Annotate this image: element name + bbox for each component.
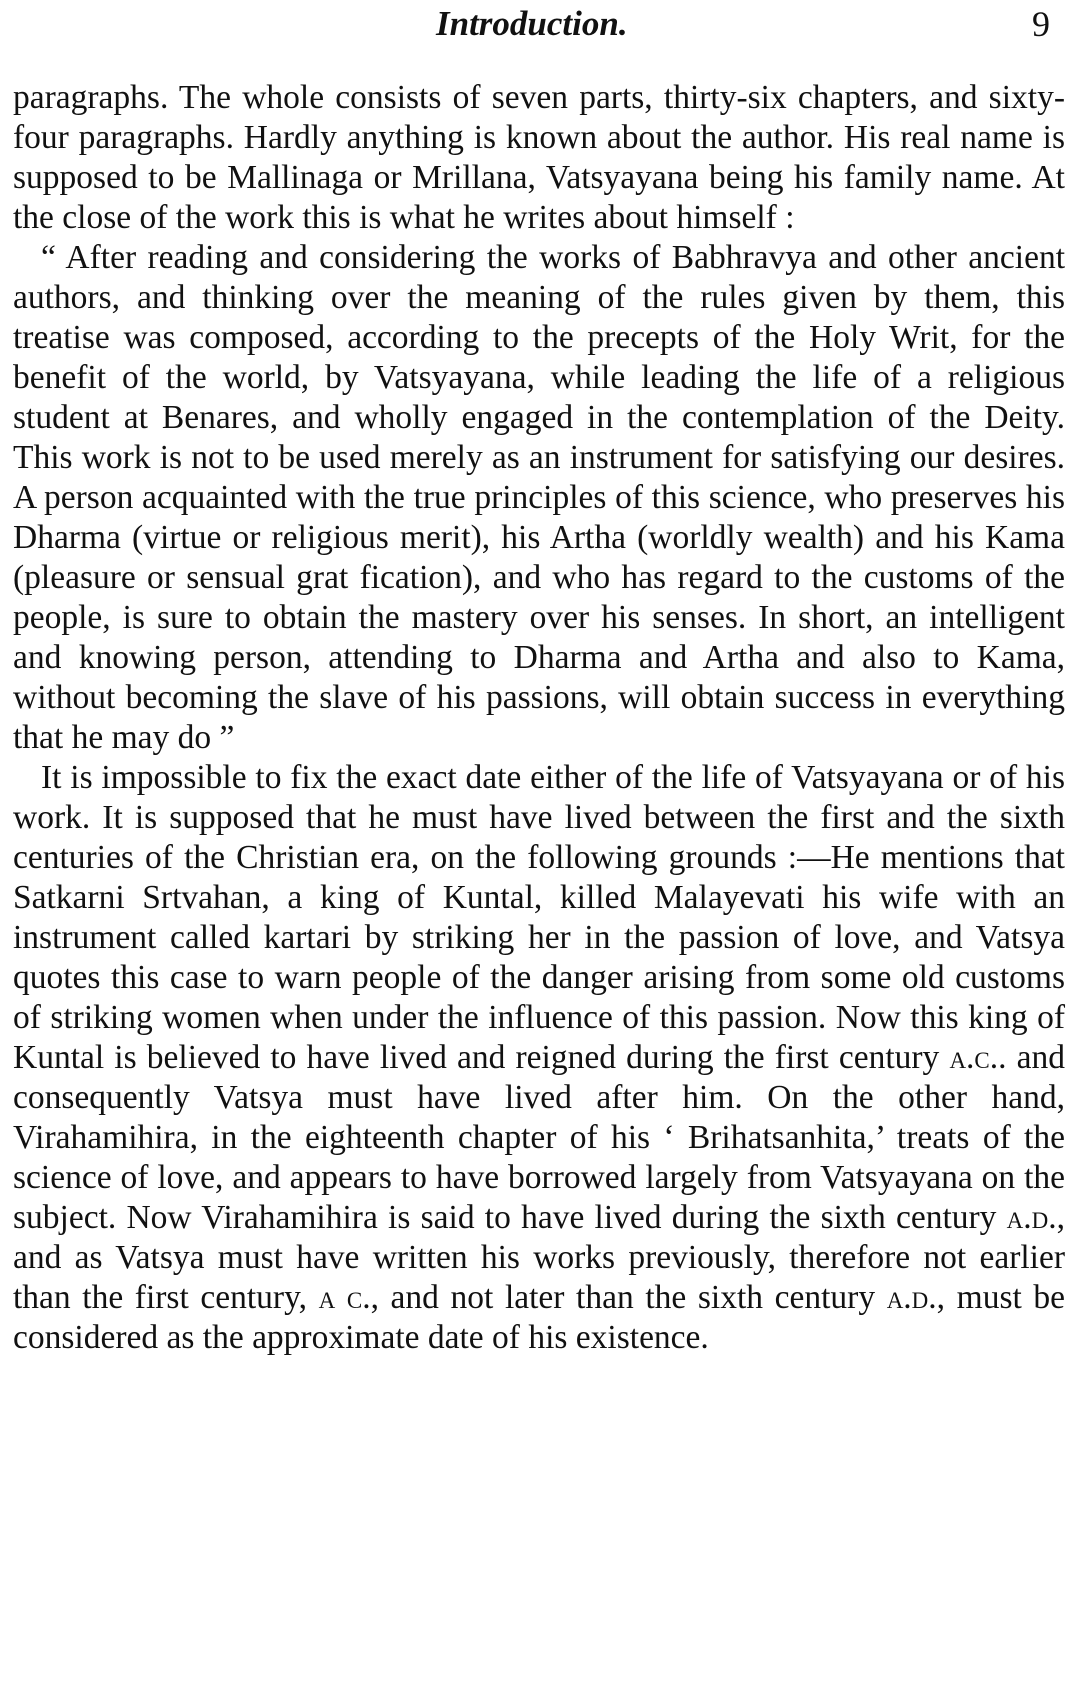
paragraph-continued: paragraphs. The whole consists of seven parts, thirty-six chapters, and sixty-four paragraphs. Hardly anything is known about the author. His real name is supposed to be Mallinaga or Mrillana, Vatsyayana being his family name. At the close of the work this is what he writes about himself : — [13, 79, 1065, 236]
paragraph-quotation: “ After reading and considering the works of Babhravya and other ancient authors, and thinking over the meaning of the rules given by them, this treatise was composed, according to the precepts of the Holy Writ, for the benefit of the world, by Vatsyayana, while leading the life of a religious student at Benares, and wholly engaged in the contemplation of the Deity. This work is not to be used merely as an instrument for satisfying our desires. A person acquainted with the true principles of this science, who preserves his Dharma (virtue or religious merit), his Artha (worldly wealth) and his Kama (pleasure or sensual grat fication), and who has regard to the customs of the people, is sure to obtain the mastery over his senses. In short, an intelligent and knowing person, attending to Dharma and Artha and also to Kama, without becoming the slave of his passions, will obtain success in everything that he may do ” — [13, 239, 1065, 756]
chapter-title: Introduction. — [436, 4, 628, 43]
body-text — [13, 78, 1065, 1358]
date-text-part-3: , and as Vatsya must have written his works previously, therefore not earlier than the first century, — [13, 1199, 1066, 1316]
running-head — [0, 2, 1079, 46]
era-abbreviation: a.c. — [949, 1039, 999, 1076]
paragraph-date — [13, 758, 1065, 1358]
date-text-part-1: It is impossible to fix the exact date either of the life of Vatsyayana or of his work. It is supposed that he must have lived between the first and the sixth centuries of the Christian era, on the following grounds :—He mentions that Satkarni Srtvahan, a king of Kuntal, killed Malayevati his wife with an instrument called kartari by striking her in the passion of love, and Vatsya quotes this case to warn people of the danger arising from some old customs of striking women when under the influence of this passion. Now this king of Kuntal is believed to have lived and reigned during the first century — [13, 759, 1065, 1076]
date-text-part-5: , must be considered as the approximate date of his existence. — [13, 1279, 1066, 1356]
page-number: 9 — [1032, 4, 1050, 44]
era-abbreviation: a c. — [318, 1279, 371, 1316]
date-text-part-4: , and not later than the sixth century — [370, 1279, 876, 1316]
date-text-part-2: . and consequently Vatsya must have lived after him. On the other hand, Virahamihira, in the eighteenth chapter of his ‘ Brihatsanhita,’ treats of the science of love, and appears to have borrowed largely from Vatsyayana on the subject. Now Virahamihira is said to have lived during the sixth century — [13, 1039, 1066, 1236]
era-abbreviation: a.d. — [886, 1279, 937, 1316]
era-abbreviation: a.d. — [1006, 1199, 1057, 1236]
